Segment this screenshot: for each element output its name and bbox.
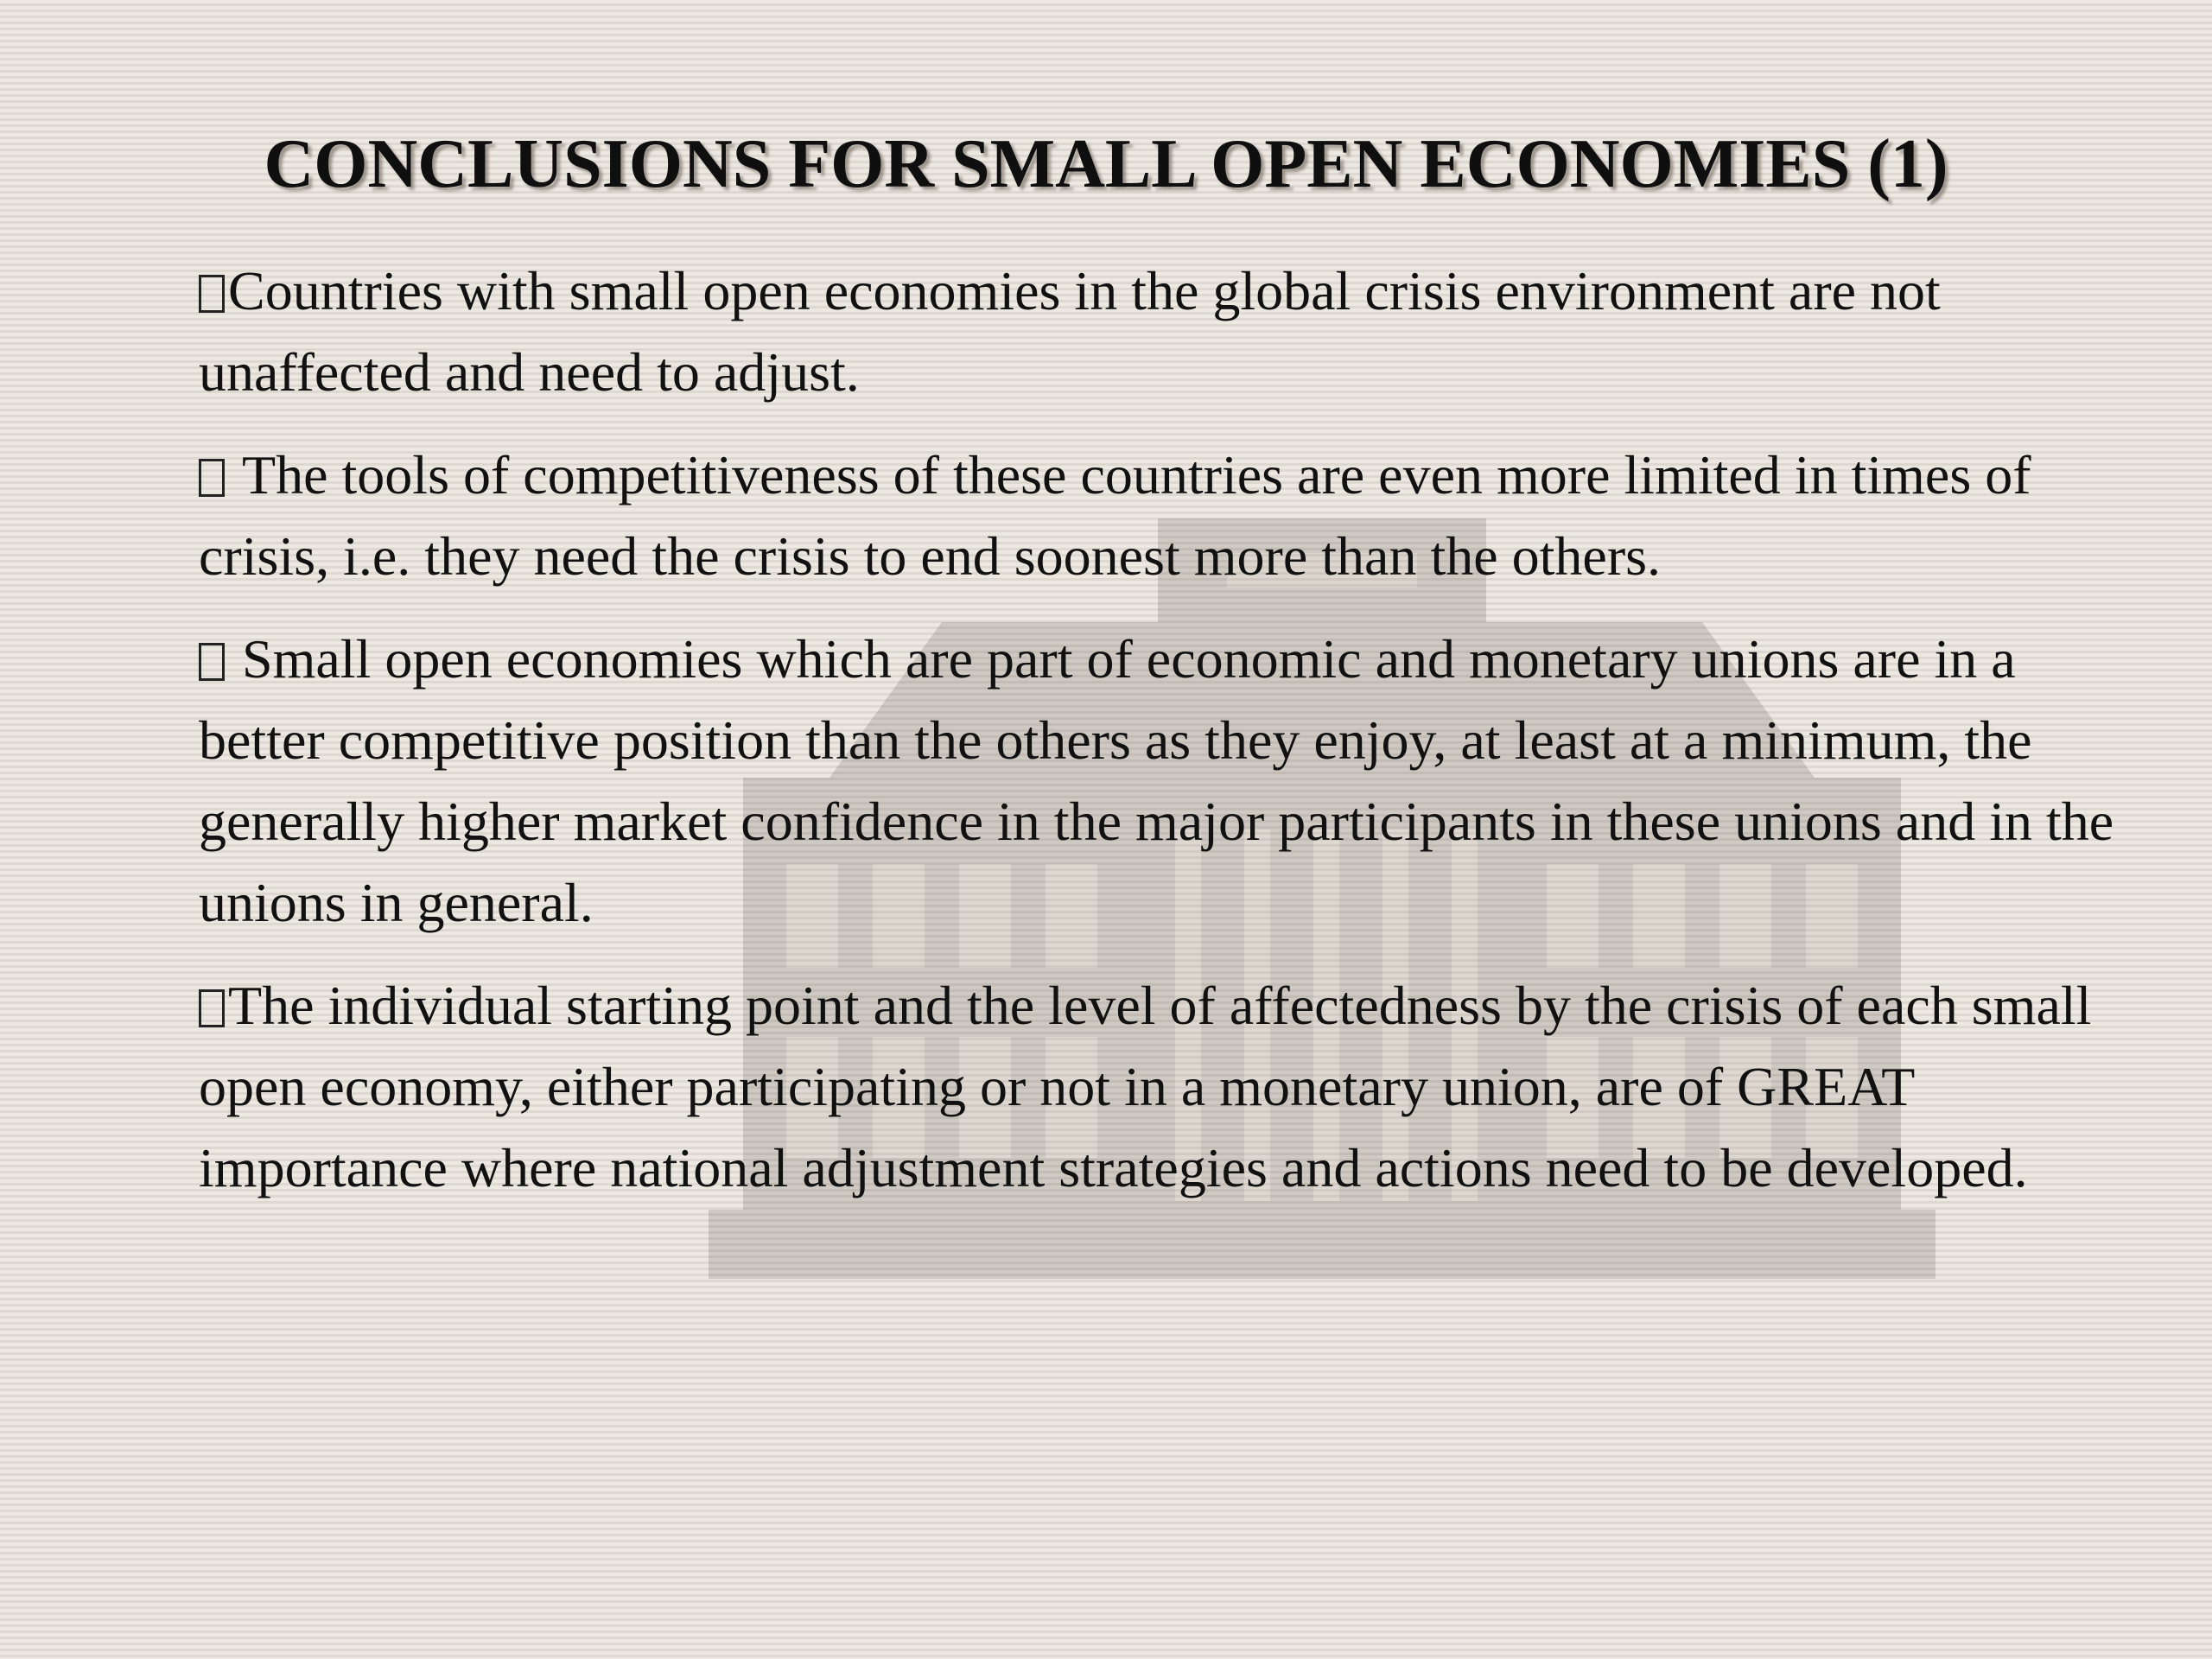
bullet-item [199,965,2134,1209]
missing-glyph-box-icon [199,989,225,1027]
slide-body [199,251,2134,1230]
bullet-item [199,435,2134,597]
missing-glyph-box-icon [199,643,225,681]
bullet-text: Countries with small open economies in the global crisis environment are not unaffected and need to adjust. [199,260,1941,403]
missing-glyph-box-icon [199,275,225,313]
missing-glyph-box-icon [199,459,225,497]
slide-title: CONCLUSIONS FOR SMALL OPEN ECONOMIES (1) [264,126,1948,202]
bullet-item [199,251,2134,413]
bullet-item [199,619,2134,944]
bullet-text: The tools of competitiveness of these countries are even more limited in times of crisis, i.e. they need the crisis to end soonest more than the others. [199,444,2031,587]
bullet-text: Small open economies which are part of economic and monetary unions are in a better competitive position than the others as they enjoy, at least at a minimum, the generally higher market confidence in the major participants in these unions and in the unions in general. [199,628,2114,933]
bullet-text: The individual starting point and the level of affectedness by the crisis of each small open economy, either participating or not in a monetary union, are of GREAT importance where national adjustment strategies and actions need to be developed. [199,975,2092,1198]
